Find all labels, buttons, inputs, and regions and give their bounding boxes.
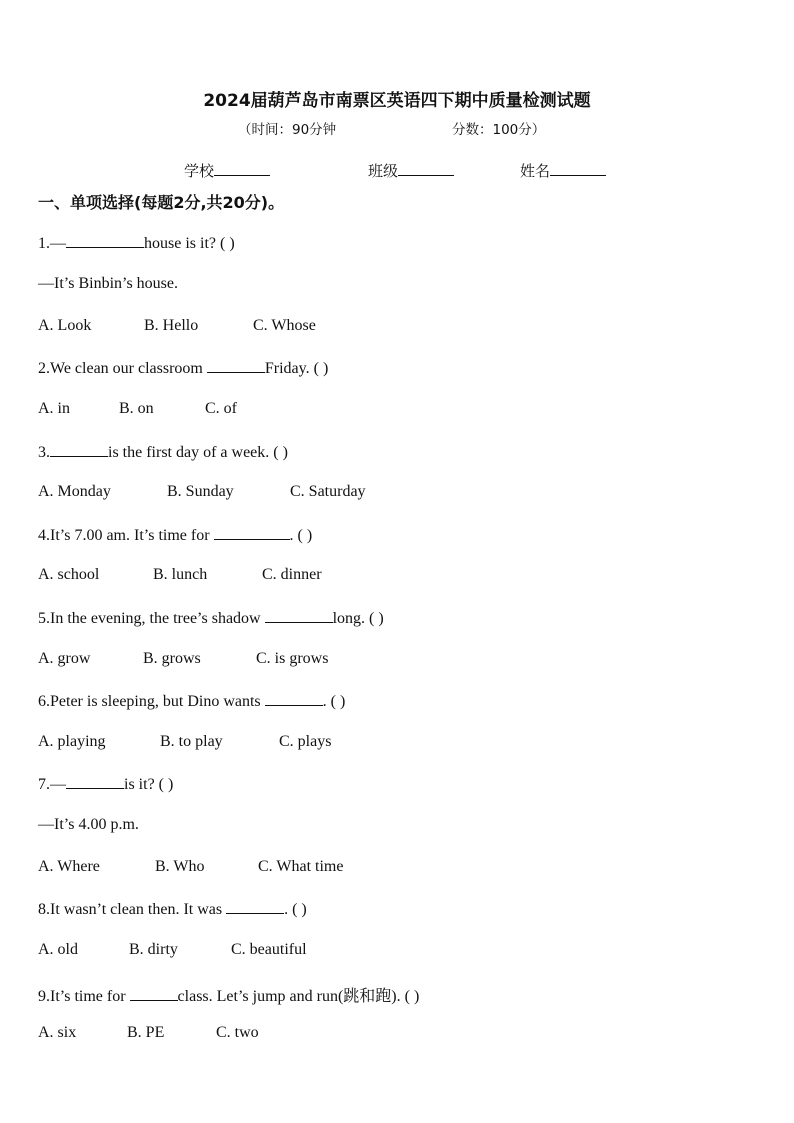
question-text: 4.It’s 7.00 am. It’s time for <box>38 527 214 544</box>
question-text: 6.Peter is sleeping, but Dino wants <box>38 693 265 710</box>
option-b[interactable]: B. to play <box>160 733 223 750</box>
answer-blank[interactable] <box>265 691 323 706</box>
question-8 <box>38 899 307 919</box>
option-c[interactable]: C. dinner <box>262 566 322 583</box>
question-2 <box>38 358 328 378</box>
question-text: 2.We clean our classroom <box>38 360 207 377</box>
question-1-options <box>38 317 316 335</box>
answer-blank[interactable] <box>130 986 178 1001</box>
option-b[interactable]: B. lunch <box>153 566 208 583</box>
answer-blank[interactable] <box>66 774 124 789</box>
answer-blank[interactable] <box>207 358 265 373</box>
question-text: . ( ) <box>289 527 313 544</box>
question-2-options <box>38 400 237 418</box>
class-field[interactable] <box>368 160 454 181</box>
question-text: house is it? ( ) <box>144 235 235 252</box>
school-label: 学校 <box>184 162 215 180</box>
name-label: 姓名 <box>520 162 551 180</box>
question-4 <box>38 525 312 545</box>
exam-time: （时间：90分钟 <box>238 122 337 138</box>
question-7 <box>38 774 173 794</box>
question-text: . ( ) <box>322 693 346 710</box>
option-c[interactable]: C. of <box>205 400 237 417</box>
question-1 <box>38 233 235 253</box>
question-3-options <box>38 483 366 501</box>
option-c[interactable]: C. is grows <box>256 650 329 667</box>
option-b[interactable]: B. dirty <box>129 941 178 958</box>
option-b[interactable]: B. PE <box>127 1024 165 1041</box>
option-a[interactable]: A. Look <box>38 317 92 334</box>
question-text: 9.It’s time for <box>38 988 130 1005</box>
option-b[interactable]: B. Hello <box>144 317 199 334</box>
question-6 <box>38 691 345 711</box>
question-3 <box>38 442 288 462</box>
question-text: Friday. ( ) <box>264 360 329 377</box>
question-7-reply: —It’s 4.00 p.m. <box>38 816 139 833</box>
question-text: long. ( ) <box>332 610 384 627</box>
question-9 <box>38 983 419 1006</box>
question-1-reply: —It’s Binbin’s house. <box>38 275 179 292</box>
section-heading: 一、单项选择(每题2分,共20分)。 <box>38 193 285 212</box>
option-a[interactable]: A. grow <box>38 650 91 667</box>
option-a[interactable]: A. six <box>38 1024 77 1041</box>
question-text: . ( ) <box>284 901 307 918</box>
answer-blank[interactable] <box>265 608 333 623</box>
question-9-options <box>38 1024 259 1042</box>
page-title: 2024届葫芦岛市南票区英语四下期中质量检测试题 <box>203 91 591 111</box>
option-c[interactable]: C. plays <box>279 733 332 750</box>
answer-blank[interactable] <box>50 442 108 457</box>
answer-blank[interactable] <box>226 899 284 914</box>
question-7-options <box>38 858 343 876</box>
option-b[interactable]: B. grows <box>143 650 201 667</box>
option-a[interactable]: A. school <box>38 566 100 583</box>
option-b[interactable]: B. on <box>119 400 154 417</box>
option-a[interactable]: A. in <box>38 400 70 417</box>
class-label: 班级 <box>368 162 399 180</box>
option-a[interactable]: A. Where <box>38 858 100 875</box>
option-b[interactable]: B. Sunday <box>167 483 234 500</box>
option-c[interactable]: C. beautiful <box>231 941 307 958</box>
exam-score: 分数：100分） <box>452 122 546 138</box>
question-5 <box>38 608 384 628</box>
school-field[interactable] <box>184 160 270 181</box>
question-text: 8.It wasn’t clean then. It was <box>38 901 227 918</box>
option-b[interactable]: B. Who <box>155 858 205 875</box>
answer-blank[interactable] <box>66 233 144 248</box>
question-text: 3. <box>38 444 50 461</box>
option-c[interactable]: C. What time <box>258 858 344 875</box>
option-c[interactable]: C. Saturday <box>290 483 366 500</box>
question-text: 7.— <box>38 776 66 793</box>
option-c[interactable]: C. two <box>216 1024 259 1041</box>
question-4-options <box>38 566 322 584</box>
option-a[interactable]: A. old <box>38 941 78 958</box>
question-text: is it? ( ) <box>124 776 174 793</box>
school-blank[interactable] <box>214 161 270 176</box>
option-c[interactable]: C. Whose <box>253 317 316 334</box>
answer-blank[interactable] <box>214 525 290 540</box>
question-6-options <box>38 733 331 751</box>
question-text: 5.In the evening, the tree’s shadow <box>38 610 265 627</box>
question-8-options <box>38 941 307 959</box>
exam-meta <box>238 118 546 138</box>
question-5-options <box>38 650 328 668</box>
name-field[interactable] <box>520 160 606 181</box>
question-text: 1.— <box>38 235 66 252</box>
name-blank[interactable] <box>550 161 606 176</box>
question-text: is the first day of a week. ( ) <box>108 444 288 461</box>
option-a[interactable]: A. playing <box>38 733 106 750</box>
option-a[interactable]: A. Monday <box>38 483 111 500</box>
question-text: class. Let’s jump and run(跳和跑). ( ) <box>177 988 420 1005</box>
class-blank[interactable] <box>398 161 454 176</box>
